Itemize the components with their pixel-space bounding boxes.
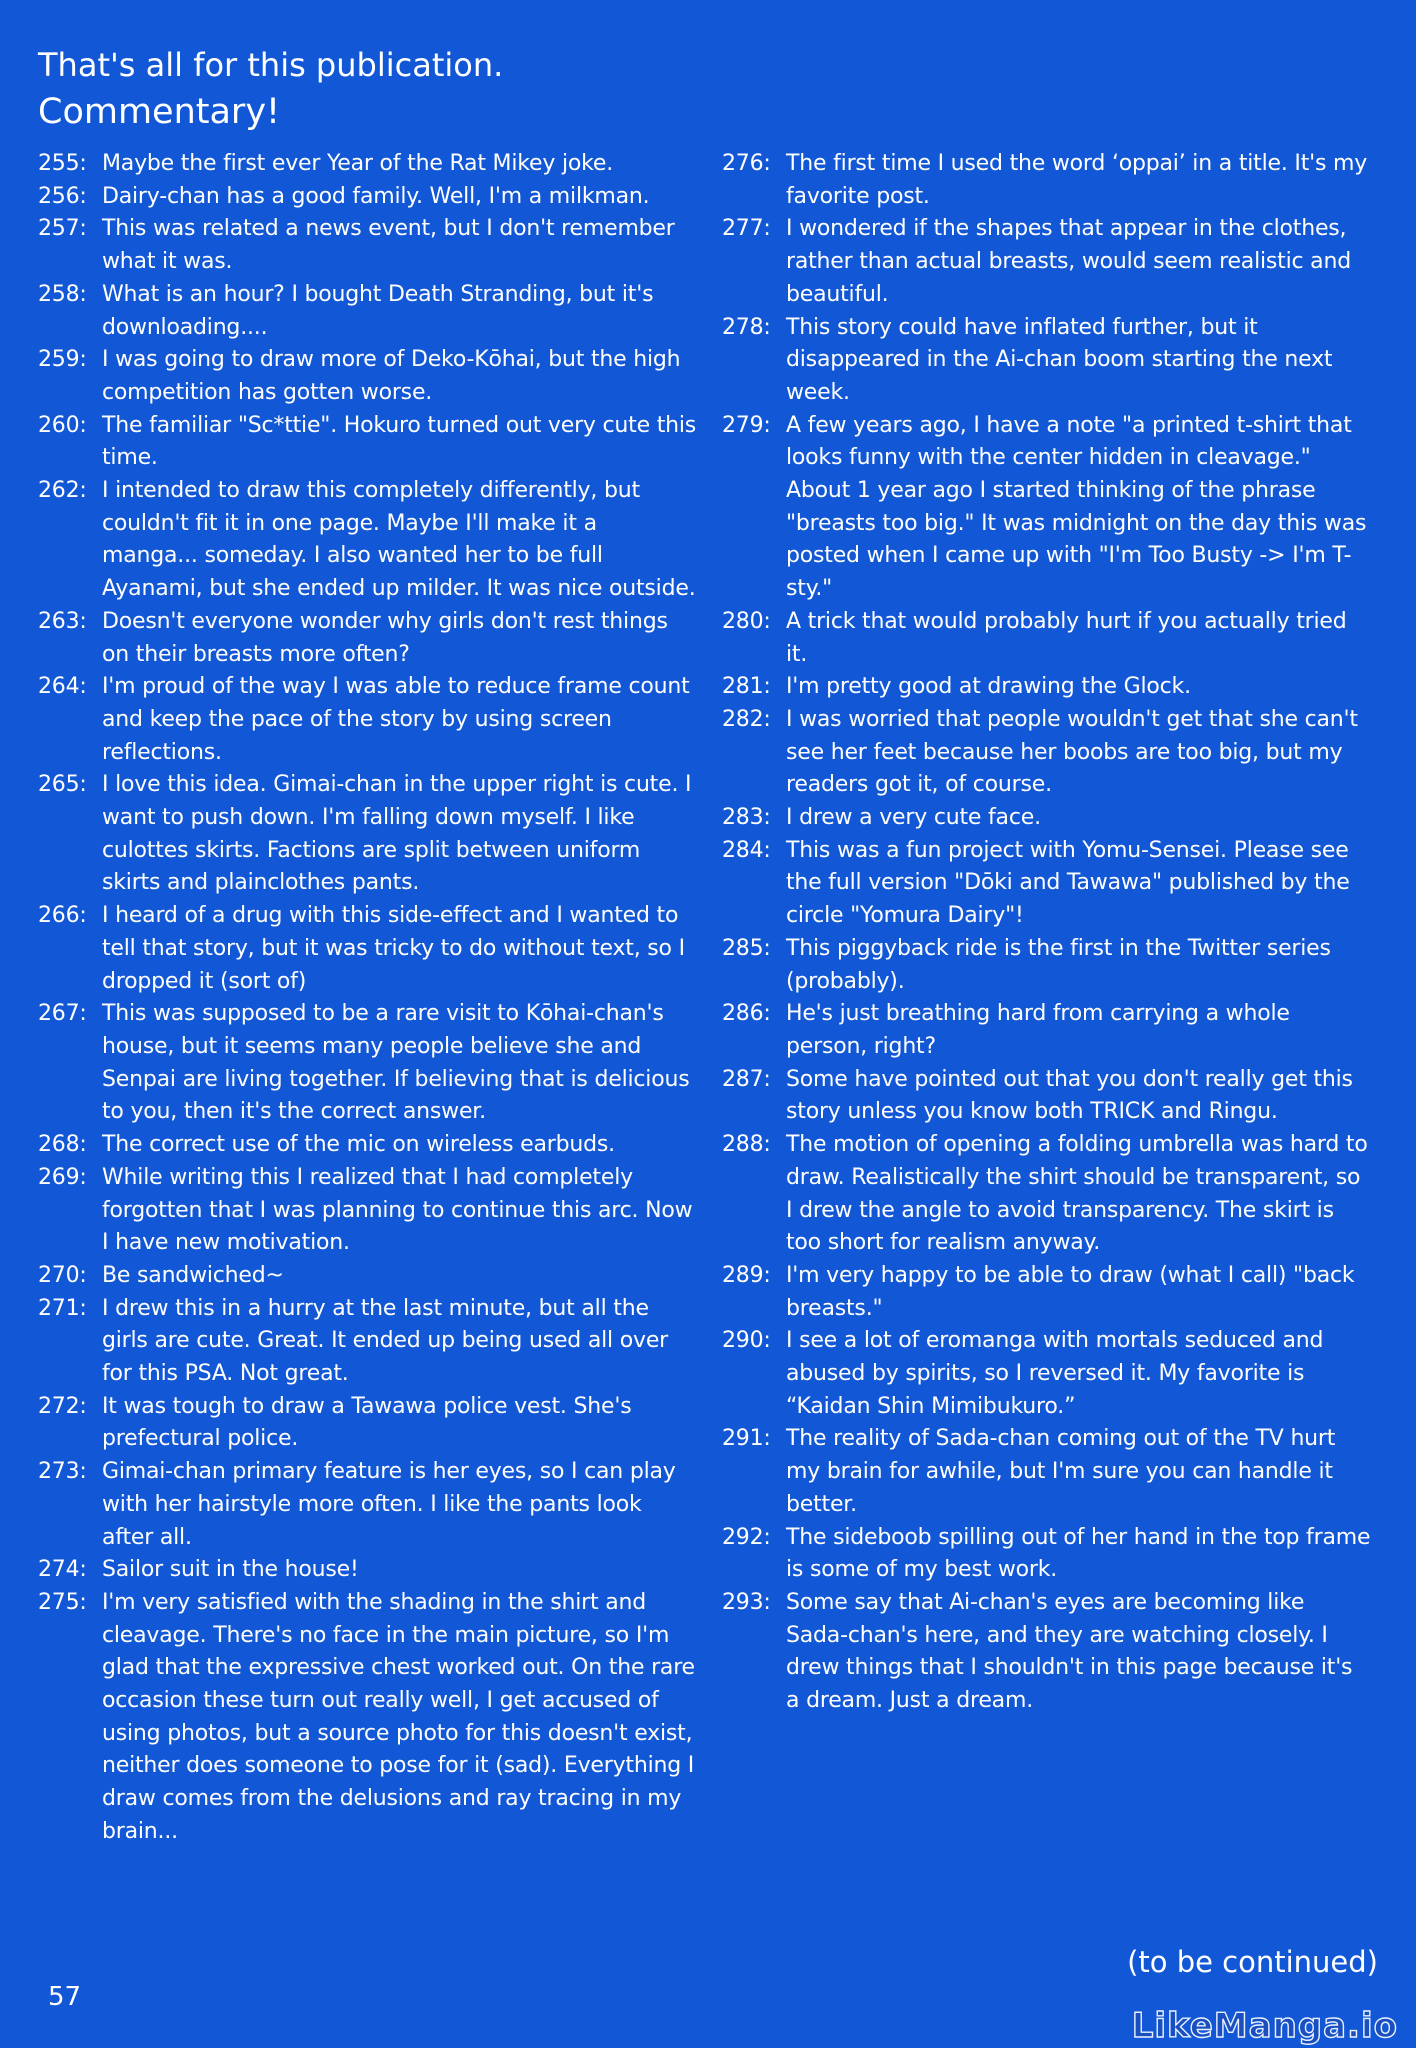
entry-text: He's just breathing hard from carrying a whole person, right?: [786, 1001, 1290, 1059]
entry-number: 255:: [38, 151, 87, 176]
entry-number: 267:: [38, 1001, 87, 1027]
entry-number: 292:: [722, 1524, 771, 1550]
entry-number: 263:: [38, 608, 87, 634]
commentary-entry: [722, 1423, 1372, 1521]
entry-number: 280:: [722, 608, 771, 634]
commentary-entry: [722, 1260, 1372, 1325]
entry-number: 258:: [38, 281, 87, 307]
commentary-entry: [722, 671, 1372, 704]
entry-text: It was tough to draw a Tawawa police vest. She's prefectural police.: [102, 1393, 632, 1452]
entry-number: 287:: [722, 1066, 771, 1092]
commentary-entry: [38, 1293, 698, 1391]
entry-text: I'm proud of the way I was able to reduce frame count and keep the pace of the story by using screen reflections.: [102, 674, 690, 765]
entry-number: 281:: [722, 674, 771, 700]
entry-number: 279:: [722, 412, 771, 438]
commentary-entry: [38, 1162, 698, 1260]
commentary-entry: [38, 671, 698, 769]
entry-text: I intended to draw this completely differently, but couldn't fit it in one page. Maybe I'll make it a manga... someday. I also wanted her to be full Ayanami, but she ended up milder. It was nice outside.: [102, 478, 696, 602]
commentary-entry: [38, 475, 698, 606]
commentary-entry: [722, 312, 1372, 410]
entry-text: Sailor suit in the house!: [102, 1557, 359, 1583]
entry-number: 289:: [722, 1262, 771, 1288]
entry-text: Doesn't everyone wonder why girls don't rest things on their breasts more often?: [102, 608, 668, 667]
entry-number: 288:: [722, 1132, 771, 1158]
entry-number: 271:: [38, 1295, 87, 1321]
entry-number: 278:: [722, 314, 771, 340]
entry-text: What is an hour? I bought Death Stranding, but it's downloading....: [102, 281, 654, 340]
entry-text: The sideboob spilling out of her hand in the top frame is some of my best work.: [786, 1524, 1371, 1583]
commentary-entry: [722, 704, 1372, 802]
commentary-entry: [722, 1129, 1372, 1260]
entry-number: 282:: [722, 706, 771, 732]
commentary-entry: [722, 1522, 1372, 1587]
entry-number: 284:: [722, 837, 771, 863]
commentary-entry: [722, 998, 1372, 1063]
commentary-entry: [38, 1260, 698, 1293]
to-be-continued: (to be continued): [1127, 1945, 1378, 1979]
entry-number: 264:: [38, 674, 87, 700]
commentary-list-right: [722, 148, 1372, 1718]
entry-text: I love this idea. Gimai-chan in the upper right is cute. I want to push down. I'm falling down myself. I like culottes skirts. Factions are split between uniform skirts and plainclothes pants.: [102, 772, 692, 896]
entry-text: I was worried that people wouldn't get that she can't see her feet because her boobs are too big, but my readers got it, of course.: [786, 706, 1358, 798]
watermark-logo: LikeManga.io: [1131, 2006, 1398, 2046]
commentary-entry: [722, 410, 1372, 606]
commentary-entry: [38, 1129, 698, 1162]
entry-text: I see a lot of eromanga with mortals seduced and abused by spirits, so I reversed it. My favorite is “Kaidan Shin Mimibukuro.”: [786, 1328, 1324, 1419]
commentary-entry: [38, 606, 698, 671]
entry-number: 293:: [722, 1589, 771, 1615]
entry-text: This was a fun project with Yomu-Sensei. Please see the full version "Dōki and Tawawa" published by the circle "Yomura Dairy"!: [786, 837, 1350, 929]
entry-text: I'm very satisfied with the shading in the shirt and cleavage. There's no face in the main picture, so I'm glad that the expressive chest worked out. On the rare occasion these turn out really well, I get accused of using photos, but a source photo for this doesn't exist, neither does someone to pose for it (sad). Everything I draw comes from the delusions and ray tracing in my brain...: [102, 1589, 695, 1844]
commentary-entry: [722, 835, 1372, 933]
commentary-entry: [722, 933, 1372, 998]
entry-text: This was supposed to be a rare visit to Kōhai-chan's house, but it seems many people believe she and Senpai are living together. If believing that is delicious to you, then it's the correct answer.: [102, 1001, 690, 1125]
commentary-entry: [38, 1456, 698, 1554]
entry-number: 266:: [38, 903, 87, 929]
commentary-list-left: [38, 148, 698, 1849]
entry-number: 286:: [722, 1001, 771, 1027]
entry-text: I drew a very cute face.: [786, 805, 1041, 831]
commentary-entry: [38, 279, 698, 344]
entry-number: 276:: [722, 151, 771, 176]
entry-text: This story could have inflated further, but it disappeared in the Ai-chan boom starting the next week.: [786, 314, 1333, 405]
entry-number: 257:: [38, 216, 87, 242]
commentary-entry: [38, 344, 698, 409]
entry-text: While writing this I realized that I had completely forgotten that I was planning to continue this arc. Now I have new motivation.: [102, 1164, 693, 1256]
commentary-entry: [38, 181, 698, 214]
commentary-entry: [38, 148, 698, 181]
entry-text: I wondered if the shapes that appear in the clothes, rather than actual breasts, would seem realistic and beautiful.: [786, 216, 1351, 307]
entry-text: I'm very happy to be able to draw (what I call) "back breasts.": [786, 1262, 1355, 1321]
entry-number: 273:: [38, 1459, 87, 1485]
commentary-entry: [722, 148, 1372, 213]
entry-text: A trick that would probably hurt if you actually tried it.: [786, 608, 1347, 667]
entry-text: I was going to draw more of Deko-Kōhai, but the high competition has gotten worse.: [102, 347, 681, 405]
entry-number: 268:: [38, 1132, 87, 1158]
entry-number: 259:: [38, 347, 87, 373]
commentary-entry: [38, 213, 698, 278]
entry-number: 275:: [38, 1589, 87, 1615]
entry-number: 262:: [38, 478, 87, 504]
entry-number: 272:: [38, 1393, 87, 1419]
entry-number: 285:: [722, 935, 771, 961]
entry-number: 274:: [38, 1557, 87, 1583]
entry-number: 291:: [722, 1426, 771, 1452]
entry-text: The first time I used the word ‘oppai’ in a title. It's my favorite post.: [786, 151, 1368, 209]
entry-text: Be sandwiched~: [102, 1262, 284, 1288]
entry-text: Some say that Ai-chan's eyes are becoming like Sada-chan's here, and they are watching closely. I drew things that I shouldn't in this page because it's a dream. Just a dream.: [786, 1589, 1353, 1714]
entry-number: 270:: [38, 1262, 87, 1288]
entry-text: I drew this in a hurry at the last minute, but all the girls are cute. Great. It ended up being used all over for this PSA. Not great.: [102, 1295, 669, 1387]
entry-text: The correct use of the mic on wireless earbuds.: [102, 1132, 615, 1158]
entry-text: This piggyback ride is the first in the Twitter series (probably).: [786, 935, 1331, 994]
entry-text: Maybe the first ever Year of the Rat Mikey joke.: [102, 151, 614, 176]
entry-number: 277:: [722, 216, 771, 242]
entry-text: The familiar "Sc*ttie". Hokuro turned out very cute this time.: [102, 412, 697, 471]
entry-number: 256:: [38, 183, 87, 209]
entry-text: The motion of opening a folding umbrella was hard to draw. Realistically the shirt should be transparent, so I drew the angle to avoid transparency. The skirt is too short for realism anyway.: [786, 1132, 1368, 1256]
commentary-entry: [38, 1587, 698, 1849]
entry-text: I'm pretty good at drawing the Glock.: [786, 674, 1191, 700]
entry-number: 265:: [38, 772, 87, 798]
commentary-entry: [722, 606, 1372, 671]
commentary-entry: [722, 802, 1372, 835]
commentary-entry: [722, 213, 1372, 311]
page-number: 57: [48, 1982, 82, 2012]
commentary-entry: [722, 1064, 1372, 1129]
commentary-entry: [38, 998, 698, 1129]
entry-text: The reality of Sada-chan coming out of the TV hurt my brain for awhile, but I'm sure you can handle it better.: [786, 1426, 1336, 1517]
entry-text: This was related a news event, but I don't remember what it was.: [102, 216, 675, 275]
entry-text: I heard of a drug with this side-effect and I wanted to tell that story, but it was tricky to do without text, so I dropped it (sort of): [102, 903, 685, 994]
entry-number: 290:: [722, 1328, 771, 1354]
entry-number: 283:: [722, 805, 771, 831]
commentary-entry: [38, 410, 698, 475]
commentary-heading: Commentary!: [38, 92, 281, 132]
entry-text: A few years ago, I have a note "a printed t-shirt that looks funny with the center hidden in cleavage." About 1 year ago I started thinking of the phrase "breasts too big." It was midnight on the day this was posted when I came up with "I'm Too Busty -> I'm T-sty.": [786, 412, 1367, 602]
commentary-entry: [722, 1587, 1372, 1718]
commentary-entry: [722, 1325, 1372, 1423]
commentary-entry: [38, 1554, 698, 1587]
entry-text: Some have pointed out that you don't really get this story unless you know both TRICK and Ringu.: [786, 1066, 1353, 1125]
entry-text: Dairy-chan has a good family. Well, I'm a milkman.: [102, 183, 650, 209]
commentary-entry: [38, 1391, 698, 1456]
entry-text: Gimai-chan primary feature is her eyes, so I can play with her hairstyle more often. I like the pants look after all.: [102, 1459, 676, 1550]
closing-line: That's all for this publication.: [38, 46, 504, 84]
entry-number: 260:: [38, 412, 87, 438]
commentary-entry: [38, 769, 698, 900]
commentary-entry: [38, 900, 698, 998]
entry-number: 269:: [38, 1164, 87, 1190]
